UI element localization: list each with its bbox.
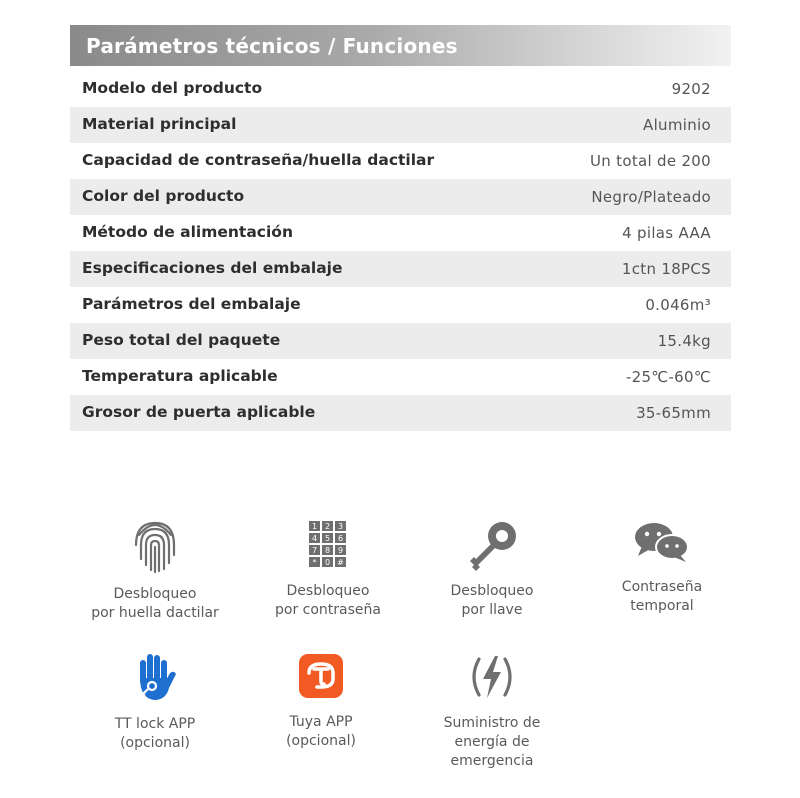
caption-line: por contraseña xyxy=(275,602,381,618)
spec-label: Parámetros del embalaje xyxy=(82,295,301,313)
keypad-icon xyxy=(308,520,348,568)
feature-password xyxy=(243,520,413,620)
spec-value: Un total de 200 xyxy=(590,152,711,170)
spec-value: 1ctn 18PCS xyxy=(621,260,711,278)
caption-line: por huella dactilar xyxy=(91,605,219,621)
spec-row-packaging-params xyxy=(70,287,731,323)
caption-line: Desbloqueo xyxy=(450,583,534,599)
spec-row-power xyxy=(70,215,731,251)
feature-caption xyxy=(407,582,577,620)
spec-label: Peso total del paquete xyxy=(82,331,281,349)
key-label: # xyxy=(337,558,344,567)
caption-line: Suministro de xyxy=(443,715,541,731)
spec-value: 4 pilas AAA xyxy=(622,224,711,242)
caption-line: temporal xyxy=(630,598,694,614)
key-label: 4 xyxy=(311,534,318,543)
feature-key xyxy=(407,520,577,620)
spec-label: Color del producto xyxy=(82,187,245,205)
feature-caption xyxy=(70,715,240,753)
spec-label: Capacidad de contraseña/huella dactilar xyxy=(82,151,435,169)
section-title: Parámetros técnicos / Funciones xyxy=(86,34,458,58)
feature-tuya-app xyxy=(236,653,406,751)
emergency-power-icon xyxy=(467,652,517,702)
caption-line: emergencia xyxy=(450,753,534,769)
spec-value: 35-65mm xyxy=(636,404,711,422)
spec-label: Especificaciones del embalaje xyxy=(82,259,343,277)
section-header xyxy=(70,25,731,66)
caption-line: energía de xyxy=(454,734,530,750)
feature-caption xyxy=(577,578,747,616)
spec-row-capacity xyxy=(70,143,731,179)
key-label: 1 xyxy=(311,522,318,531)
ttlock-hand-icon xyxy=(132,652,178,702)
spec-value: -25℃-60℃ xyxy=(625,368,711,386)
tuya-app-icon xyxy=(298,653,344,699)
feature-emergency-power xyxy=(407,652,577,771)
spec-row-model xyxy=(70,71,731,107)
spec-row-material xyxy=(70,107,731,143)
spec-label: Temperatura aplicable xyxy=(82,367,278,385)
spec-label: Método de alimentación xyxy=(82,223,293,241)
caption-line: (opcional) xyxy=(286,733,356,749)
feature-caption xyxy=(236,713,406,751)
spec-label: Modelo del producto xyxy=(82,79,263,97)
spec-row-door-thickness xyxy=(70,395,731,431)
spec-label: Grosor de puerta aplicable xyxy=(82,403,316,421)
spec-value: Aluminio xyxy=(643,116,711,134)
caption-line: (opcional) xyxy=(120,735,190,751)
key-label: * xyxy=(312,558,317,567)
spec-row-color xyxy=(70,179,731,215)
caption-line: Desbloqueo xyxy=(113,586,197,602)
chat-bubbles-icon xyxy=(634,522,690,562)
key-label: 9 xyxy=(337,546,344,555)
caption-line: Contraseña xyxy=(621,579,703,595)
spec-value: 15.4kg xyxy=(657,332,711,350)
key-label: 2 xyxy=(324,522,331,531)
feature-caption xyxy=(70,585,240,623)
feature-caption xyxy=(243,582,413,620)
feature-fingerprint xyxy=(70,515,240,623)
spec-value: 9202 xyxy=(671,80,711,98)
key-label: 6 xyxy=(337,534,344,543)
spec-row-packaging-spec xyxy=(70,251,731,287)
specs-table xyxy=(70,71,731,431)
key-label: 5 xyxy=(324,534,331,543)
spec-row-temperature xyxy=(70,359,731,395)
feature-ttlock-app xyxy=(70,652,240,753)
caption-line: Tuya APP xyxy=(289,714,353,730)
caption-line: por llave xyxy=(461,602,523,618)
feature-caption xyxy=(407,714,577,771)
spec-value: Negro/Plateado xyxy=(591,188,711,206)
caption-line: Desbloqueo xyxy=(286,583,370,599)
caption-line: TT lock APP xyxy=(114,716,196,732)
key-label: 0 xyxy=(324,558,331,567)
spec-value: 0.046m³ xyxy=(645,296,711,314)
key-label: 7 xyxy=(311,546,318,555)
feature-temp-password xyxy=(577,522,747,616)
spec-row-weight xyxy=(70,323,731,359)
spec-label: Material principal xyxy=(82,115,237,133)
fingerprint-icon xyxy=(131,515,179,575)
key-icon xyxy=(466,520,518,572)
key-label: 8 xyxy=(324,546,331,555)
key-label: 3 xyxy=(337,522,344,531)
